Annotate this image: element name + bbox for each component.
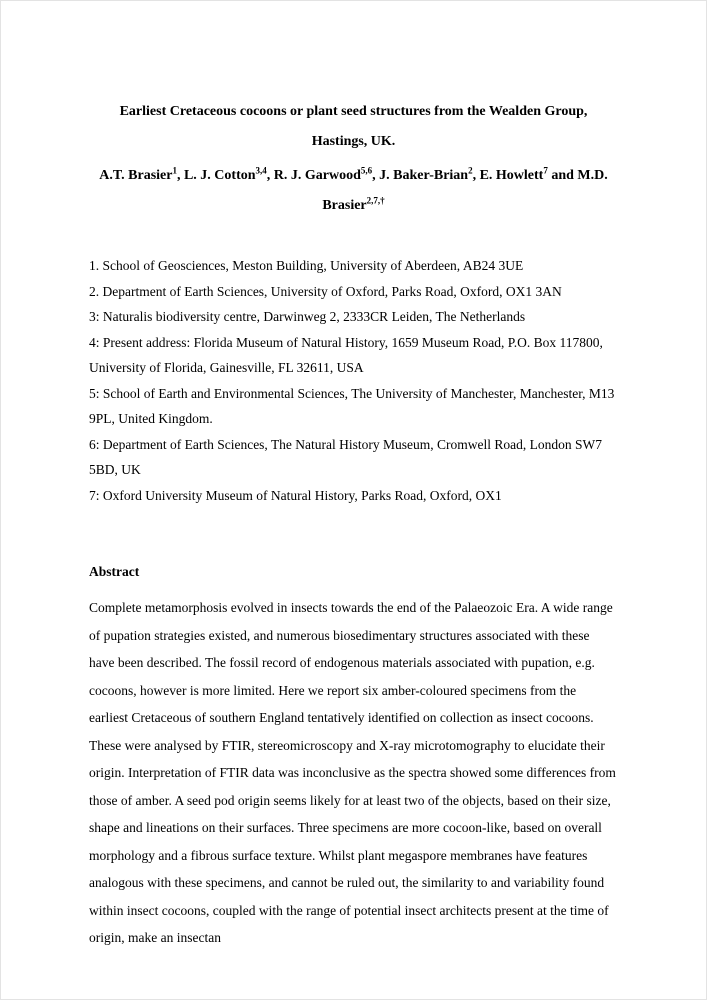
author-line	[89, 161, 618, 221]
author-affiliation-superscript: 3,4	[255, 165, 267, 176]
paper-title-line2: Hastings, UK.	[311, 134, 396, 149]
affiliation-item-4: 4: Present address: Florida Museum of Natural History, 1659 Museum Road, P.O. Box 117800, University of Florida, Gainesville, FL 32611, USA	[89, 334, 603, 375]
author-name: , E. Howlett	[472, 168, 544, 183]
author-affiliation-superscript: 1	[172, 165, 177, 176]
paper-title-line1: Earliest Cretaceous cocoons or plant seed structures from the Wealden Group,	[119, 104, 588, 119]
abstract-heading: Abstract	[89, 564, 140, 579]
author-name: , R. J. Garwood	[266, 168, 361, 183]
paper-title	[89, 97, 618, 157]
author-name: and M.D. Brasier	[322, 168, 608, 213]
author-affiliation-superscript: 2	[468, 165, 473, 176]
affiliation-item-3: 3: Naturalis biodiversity centre, Darwinweg 2, 2333CR Leiden, The Netherlands	[89, 309, 526, 324]
author-affiliation-superscript: 7	[543, 165, 548, 176]
author-name: , L. J. Cotton	[176, 168, 256, 183]
affiliation-item-5: 5: School of Earth and Environmental Sciences, The University of Manchester, Manchester, M13 9PL, United Kingdom.	[89, 385, 615, 426]
author-affiliation-superscript: 5,6	[360, 165, 373, 176]
affiliation-item-2: 2. Department of Earth Sciences, University of Oxford, Parks Road, Oxford, OX1 3AN	[89, 283, 562, 299]
author-name: , J. Baker-Brian	[372, 168, 469, 183]
affiliation-list	[89, 253, 618, 508]
author-name: A.T. Brasier	[99, 168, 173, 183]
affiliation-item-1: 1. School of Geosciences, Meston Building, University of Aberdeen, AB24 3UE	[89, 258, 524, 273]
abstract-text: Complete metamorphosis evolved in insects towards the end of the Palaeozoic Era. A wide range of pupation strategies existed, and numerous biosedimentary structures associated with these have been described. The fossil record of endogenous materials associated with pupation, e.g. cocoons, however is more limited. Here we report six amber-coloured specimens from the earliest Cretaceous of southern England tentatively identified on collection as insect cocoons. These were analysed by FTIR, stereomicroscopy and X-ray microtomography to elucidate their origin. Interpretation of FTIR data was inconclusive as the spectra showed some differences from those of amber. A seed pod origin seems likely for at least two of the objects, based on their size, shape and lineations on their surfaces. Three specimens are more cocoon-like, based on overall morphology and a fibrous surface texture. Whilst plant megaspore membranes have features analogous with these specimens, and cannot be ruled out, the similarity to and variability found within insect cocoons, coupled with the range of potential insect architects present at the time of origin, make an insectan	[89, 600, 616, 945]
affiliation-item-6: 6: Department of Earth Sciences, The Natural History Museum, Cromwell Road, London SW7 5BD, UK	[89, 436, 603, 477]
author-affiliation-superscript: 2,7,†	[366, 195, 385, 206]
affiliation-item-7: 7: Oxford University Museum of Natural History, Parks Road, Oxford, OX1	[89, 487, 502, 503]
